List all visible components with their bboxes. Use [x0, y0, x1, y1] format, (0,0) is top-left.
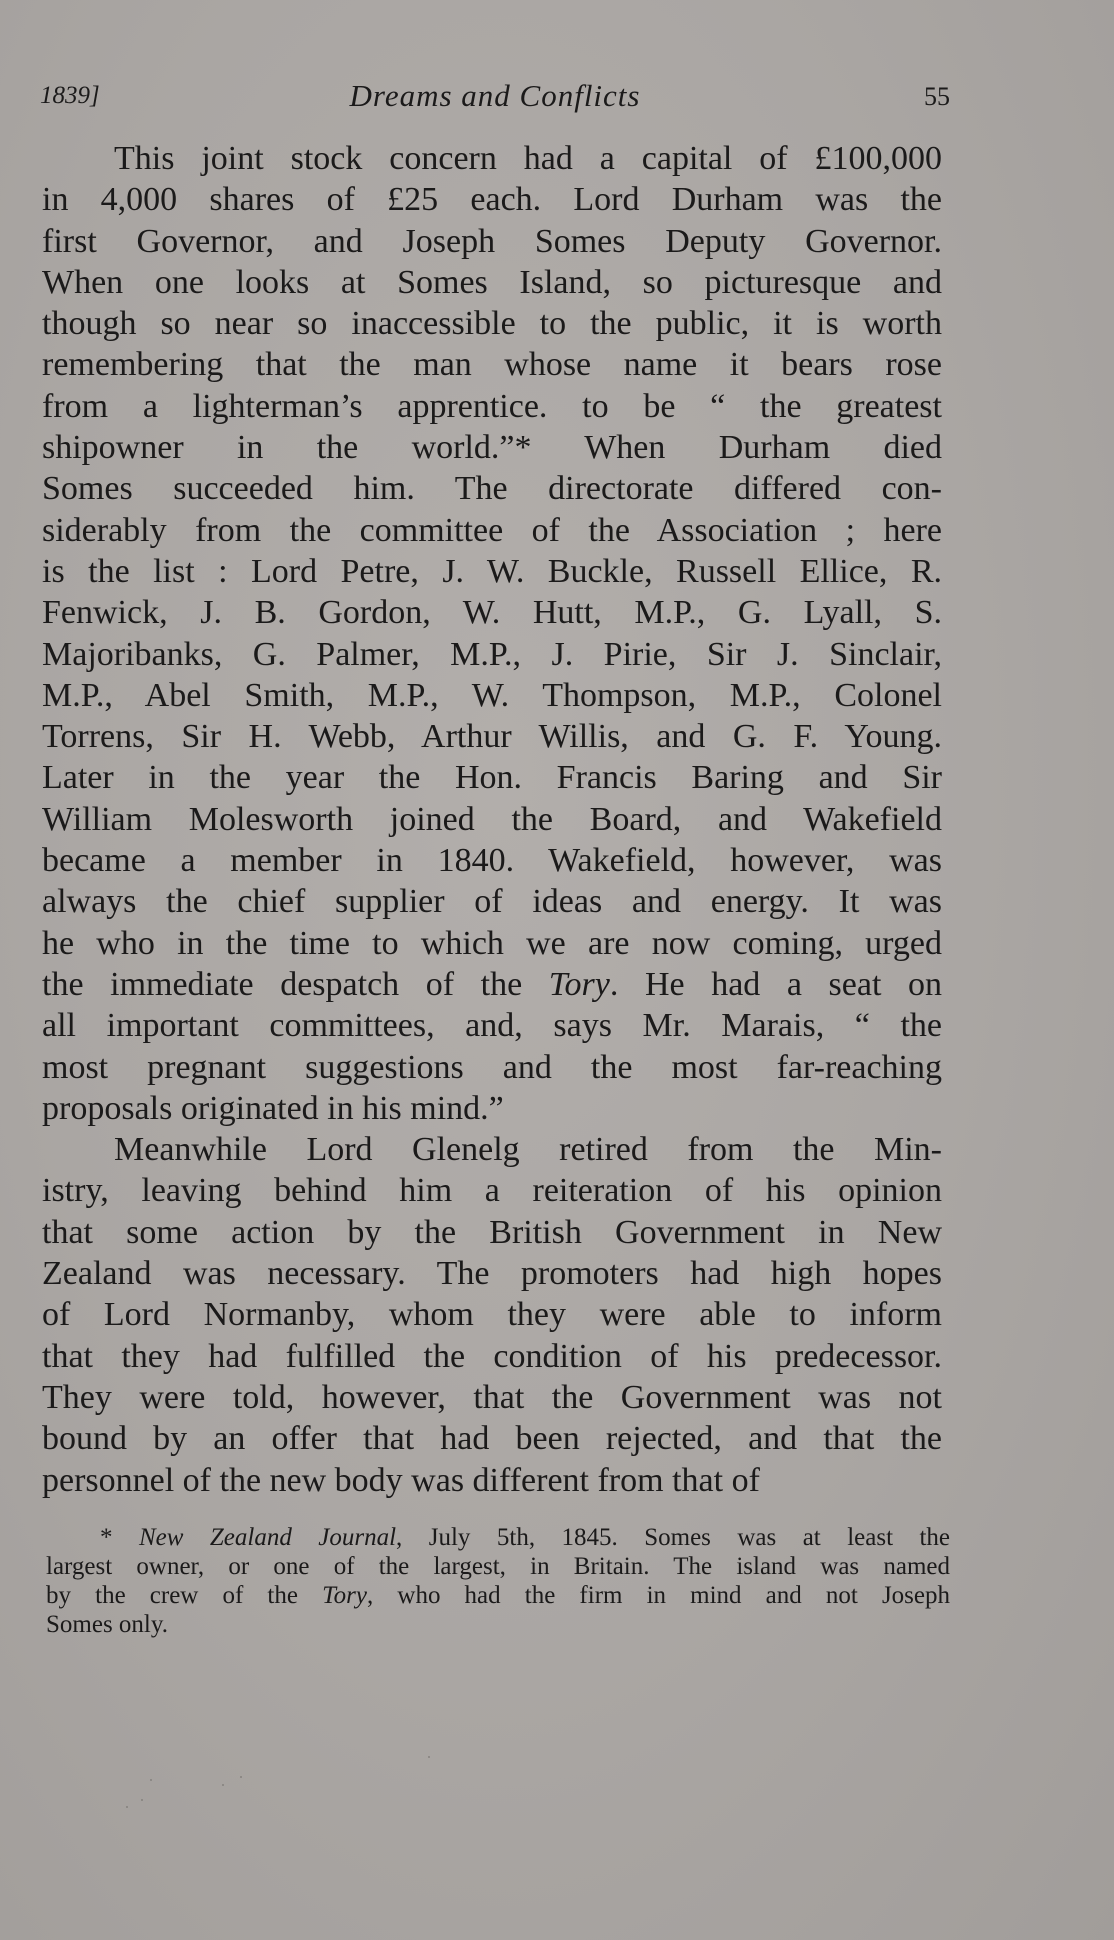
- text-segment: , July 5th, 1845. Somes was at least the: [396, 1524, 951, 1551]
- body-line: always the chief supplier of ideas and energy. It was: [42, 883, 942, 921]
- body-line: became a member in 1840. Wakefield, however, was: [42, 842, 942, 880]
- footnote-line: largest owner, or one of the largest, in Britain. The island was named: [46, 1553, 950, 1580]
- body-line: that some action by the British Government in New: [42, 1213, 942, 1251]
- body-line: Zealand was necessary. The promoters had high hopes: [42, 1255, 942, 1293]
- header-year: 1839]: [40, 82, 100, 109]
- body-line: This joint stock concern had a capital of £100,000: [114, 140, 942, 177]
- text-segment: by the crew of the: [46, 1582, 323, 1609]
- italic-text: New Zealand Journal: [138, 1524, 397, 1551]
- body-line: They were told, however, that the Government was not: [42, 1378, 942, 1416]
- body-line: William Molesworth joined the Board, and Wakefield: [42, 800, 942, 838]
- body-line: most pregnant suggestions and the most far-reaching: [42, 1048, 942, 1086]
- text-segment: , who had the firm in mind and not Joseph: [367, 1582, 950, 1609]
- body-line: Somes succeeded him. The directorate differed con-: [42, 470, 942, 508]
- body-line: When one looks at Somes Island, so picturesque and: [42, 263, 942, 301]
- body-line: though so near so inaccessible to the public, it is worth: [42, 305, 942, 343]
- text-segment: *: [100, 1524, 139, 1551]
- body-line: proposals originated in his mind.”: [42, 1089, 504, 1127]
- body-line: Later in the year the Hon. Francis Baring and Sir: [42, 759, 942, 797]
- body-line: personnel of the new body was different from that of: [42, 1461, 760, 1499]
- chapter-title: Dreams and Conflicts: [349, 78, 641, 113]
- body-line: all important committees, and, says Mr. Marais, “ the: [42, 1007, 942, 1045]
- footnote-line: [46, 1581, 950, 1610]
- body-line: istry, leaving behind him a reiteration of his opinion: [42, 1172, 942, 1210]
- body-line: [42, 964, 942, 1005]
- body-line: is the list : Lord Petre, J. W. Buckle, Russell Ellice, R.: [42, 552, 942, 590]
- body-line: Torrens, Sir H. Webb, Arthur Willis, and G. F. Young.: [42, 718, 942, 756]
- footnote: [46, 1523, 950, 1639]
- page-number: 55: [924, 82, 950, 111]
- footnote-line: [46, 1523, 950, 1552]
- running-header: [40, 78, 950, 118]
- italic-text: Tory: [322, 1582, 368, 1609]
- body-line: shipowner in the world.”* When Durham died: [42, 429, 942, 467]
- text-segment: the immediate despatch of the: [42, 965, 549, 1003]
- body-line: remembering that the man whose name it bears rose: [42, 346, 942, 384]
- body-line: Meanwhile Lord Glenelg retired from the Min-: [114, 1131, 942, 1169]
- body-line: M.P., Abel Smith, M.P., W. Thompson, M.P., Colonel: [42, 676, 942, 714]
- footnote-line: Somes only.: [46, 1611, 168, 1638]
- body-line: from a lighterman’s apprentice. to be “ the greatest: [42, 387, 942, 425]
- body-text: [42, 138, 942, 1501]
- body-line: Majoribanks, G. Palmer, M.P., J. Pirie, Sir J. Sinclair,: [42, 635, 942, 673]
- body-line: siderably from the committee of the Association ; here: [42, 511, 942, 549]
- italic-text: Tory: [548, 965, 610, 1003]
- body-line: bound by an offer that had been rejected, and that the: [42, 1420, 942, 1458]
- body-line: he who in the time to which we are now coming, urged: [42, 924, 942, 962]
- body-line: Fenwick, J. B. Gordon, W. Hutt, M.P., G. Lyall, S.: [42, 594, 942, 632]
- body-line: in 4,000 shares of £25 each. Lord Durham was the: [42, 181, 942, 219]
- body-line: that they had fulfilled the condition of his predecessor.: [42, 1337, 942, 1375]
- text-segment: . He had a seat on: [609, 965, 942, 1003]
- body-line: first Governor, and Joseph Somes Deputy Governor.: [42, 222, 942, 260]
- body-line: of Lord Normanby, whom they were able to inform: [42, 1296, 942, 1334]
